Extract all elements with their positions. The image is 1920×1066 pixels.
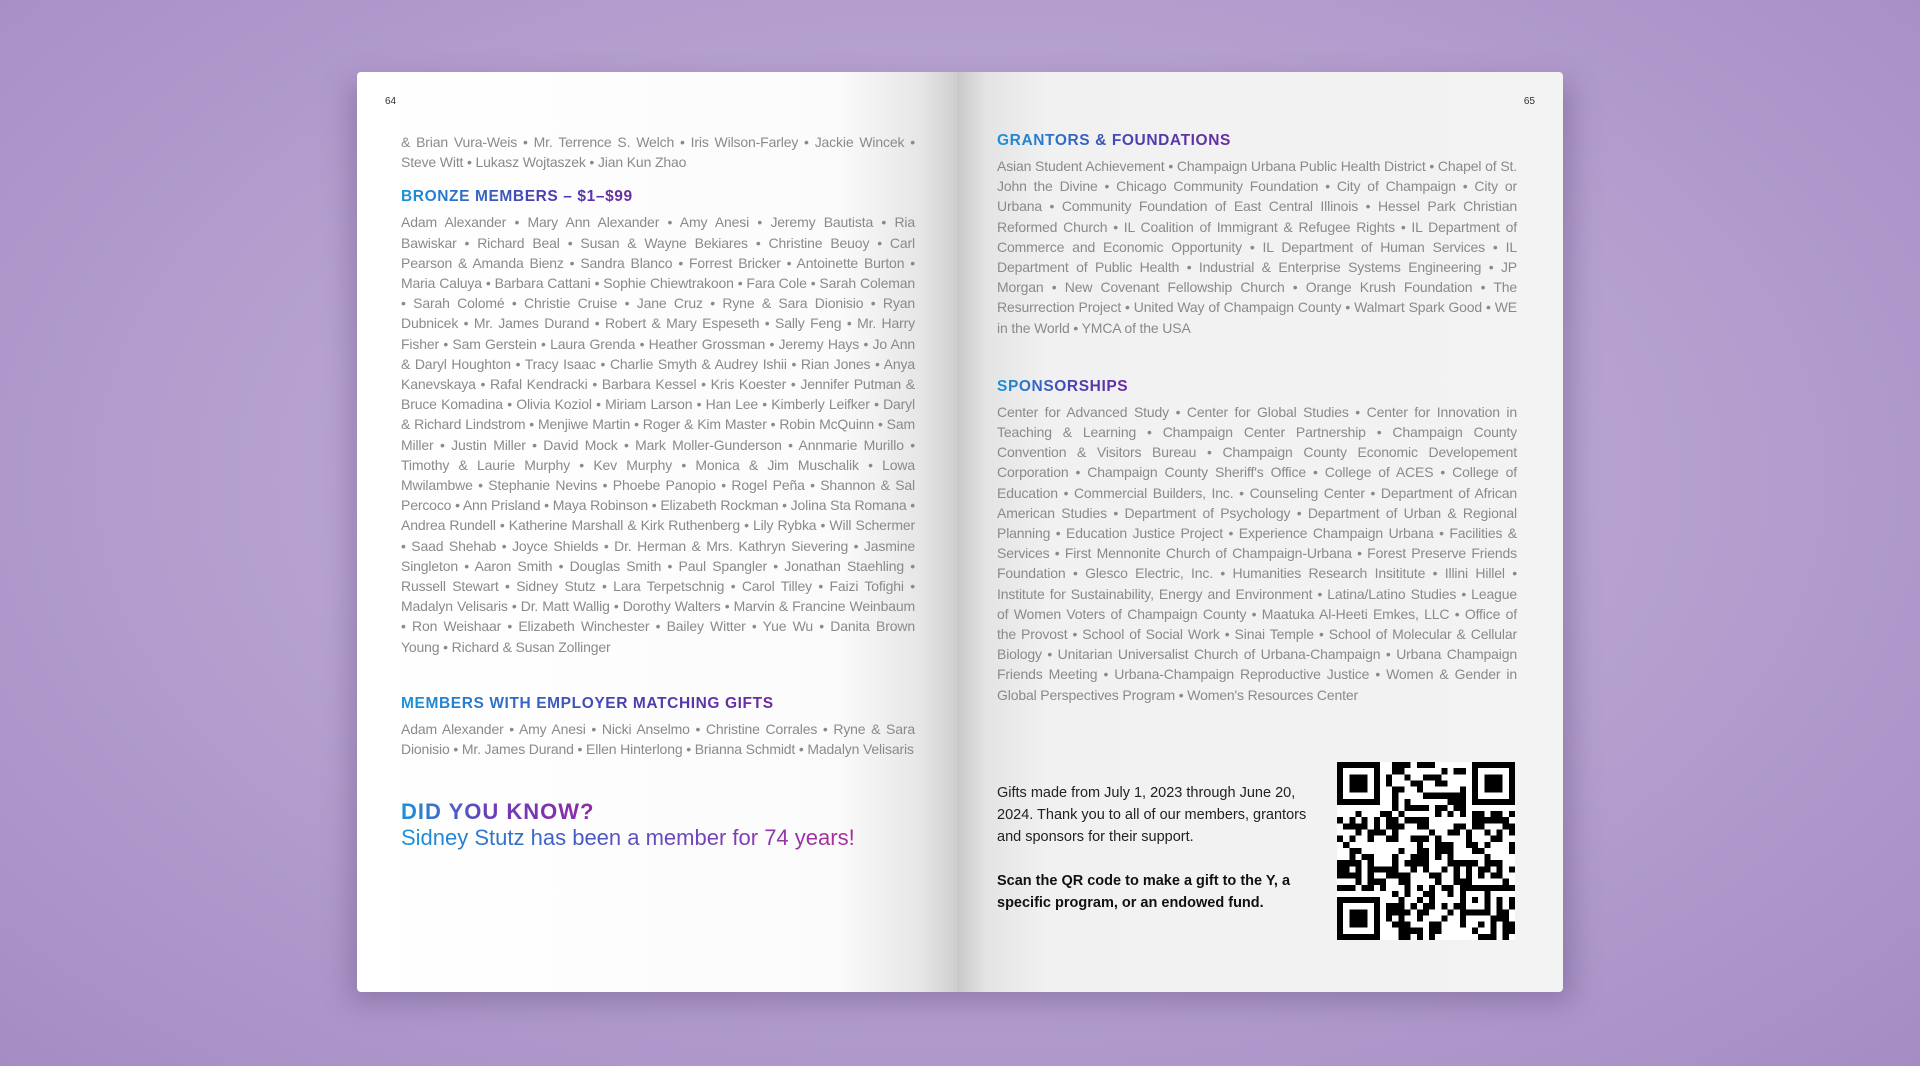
did-you-know-callout [401, 799, 915, 851]
scan-qr-text: Scan the QR code to make a gift to the Y, a specific program, or an endowed fund. [997, 873, 1291, 911]
page-number-left: 64 [385, 96, 397, 107]
closing-note [997, 782, 1317, 914]
grantors-list: Asian Student Achievement • Champaign Urbana Public Health District • Chapel of St. John the Divine • Chicago Community Foundation • City of Champaign • City or Urbana • Community Foundation of East Central Illinois • Hessel Park Christian Reformed Church • IL Coalition of Immigrant & Refugee Rights • IL Department of Commerce and Economic Opportunity • IL Department of Human Services • IL Department of Public Health • Industrial & Enterprise Systems Engineering • JP Morgan • New Covenant Fellowship Church • Orange Krush Foundation • The Resurrection Project • United Way of Champaign County • Walmart Spark Good • WE in the World • YMCA of the USA [997, 158, 1517, 336]
gifts-date-text: Gifts made from July 1, 2023 through June 20, 2024. Thank you to all of our members, grantors and sponsors for their support. [997, 785, 1307, 845]
left-page [357, 72, 957, 992]
matching-gifts-heading: MEMBERS WITH EMPLOYER MATCHING GIFTS [401, 694, 774, 712]
continued-member-list: & Brian Vura-Weis • Mr. Terrence S. Welch • Iris Wilson-Farley • Jackie Wincek • Steve Witt • Lukasz Wojtaszek • Jian Kun Zhao [401, 134, 915, 171]
did-you-know-title: DID YOU KNOW? [401, 799, 595, 825]
qr-code-icon[interactable] [1337, 762, 1515, 940]
sponsorships-list: Center for Advanced Study • Center for Global Studies • Center for Innovation in Teaching & Learning • Champaign Center Partnership • Champaign County Convention & Visitors Bureau • Champaign County Economic Developement Corporation • Champaign County Sheriff's Office • College of ACES • College of Education • Commercial Builders, Inc. • Counseling Center • Department of African American Studies • Department of Psychology • Department of Urban & Regional Planning • Education Justice Project • Experience Champaign Urbana • Facilities & Services • First Mennonite Church of Champaign-Urbana • Forest Preserve Friends Foundation • Glesco Electric, Inc. • Humanities Research Insititute • Illini Hillel • Institute for Sustainability, Energy and Environment • Latina/Latino Studies • League of Women Voters of Champaign County • Maatuka Al-Heeti Emkes, LLC • Office of the Provost • School of Social Work • Sinai Temple • School of Molecular & Cellular Biology • Unitarian Universalist Church of Urbana-Champaign • Urbana Champaign Friends Meeting • Urbana-Champaign Reproductive Justice • Women & Gender in Global Perspectives Program • Women's Resources Center [997, 403, 1517, 703]
matching-gifts-list: Adam Alexander • Amy Anesi • Nicki Anselmo • Christine Corrales • Ryne & Sara Dionisio • Mr. James Durand • Ellen Hinterlong • Brianna Schmidt • Madalyn Velisaris [401, 720, 915, 758]
bronze-members-heading: BRONZE MEMBERS – $1–$99 [401, 188, 633, 206]
right-page [957, 72, 1563, 992]
bronze-members-list: Adam Alexander • Mary Ann Alexander • Amy Anesi • Jeremy Bautista • Ria Bawiskar • Richard Beal • Susan & Wayne Bekiares • Christine Beuoy • Carl Pearson & Amanda Bienz • Sandra Blanco • Forrest Bricker • Antoinette Burton • Maria Caluya • Barbara Cattani • Sophie Chiewtrakoon • Fara Cole • Sarah Coleman • Sarah Colomé • Christie Cruise • Jane Cruz • Ryne & Sara Dionisio • Ryan Dubnicek • Mr. James Durand • Robert & Mary Espeseth • Sally Feng • Mr. Harry Fisher • Sam Gerstein • Laura Grenda • Heather Grossman • Jeremy Hays • Jo Ann & Daryl Houghton • Tracy Isaac • Charlie Smyth & Audrey Ishii • Rian Jones • Anya Kanevskaya • Rafal Kendracki • Barbara Kessel • Kris Koester • Jennifer Putman & Bruce Komadina • Olivia Koziol • Miriam Larson • Han Lee • Kimberly Leifker • Daryl & Richard Lindstrom • Menjiwe Martin • Roger & Kim Master • Robin McQuinn • Sam Miller • Justin Miller • David Mock • Mark Moller-Gunderson • Annmarie Murillo • Timothy & Laurie Murphy • Kev Murphy • Monica & Jim Muschalik • Lowa Mwilambwe • Stephanie Nevins • Phoebe Panopio • Rogel Peña • Shannon & Sal Percoco • Ann Prisland • Maya Robinson • Elizabeth Rockman • Jolina Sta Romana • Andrea Rundell • Katherine Marshall & Kirk Ruthenberg • Lily Rybka • Will Schermer • Saad Shehab • Joyce Shields • Dr. Herman & Mrs. Kathryn Sievering • Jasmine Singleton • Aaron Smith • Douglas Smith • Paul Spangler • Jonathan Staehling • Russell Stewart • Sidney Stutz • Lara Terpetschnig • Carol Tilley • Faizi Tofighi • Madalyn Velisaris • Dr. Matt Wallig • Dorothy Walters • Marvin & Francine Weinbaum • Ron Weishaar • Elizabeth Winchester • Bailey Witter • Yue Wu • Danita Brown Young • Richard & Susan Zollinger [401, 214, 915, 655]
page-number-right: 65 [1523, 96, 1535, 107]
grantors-heading: GRANTORS & FOUNDATIONS [997, 132, 1231, 149]
did-you-know-text: Sidney Stutz has been a member for 74 years! [401, 825, 855, 851]
sponsorships-heading: SPONSORSHIPS [997, 377, 1129, 395]
